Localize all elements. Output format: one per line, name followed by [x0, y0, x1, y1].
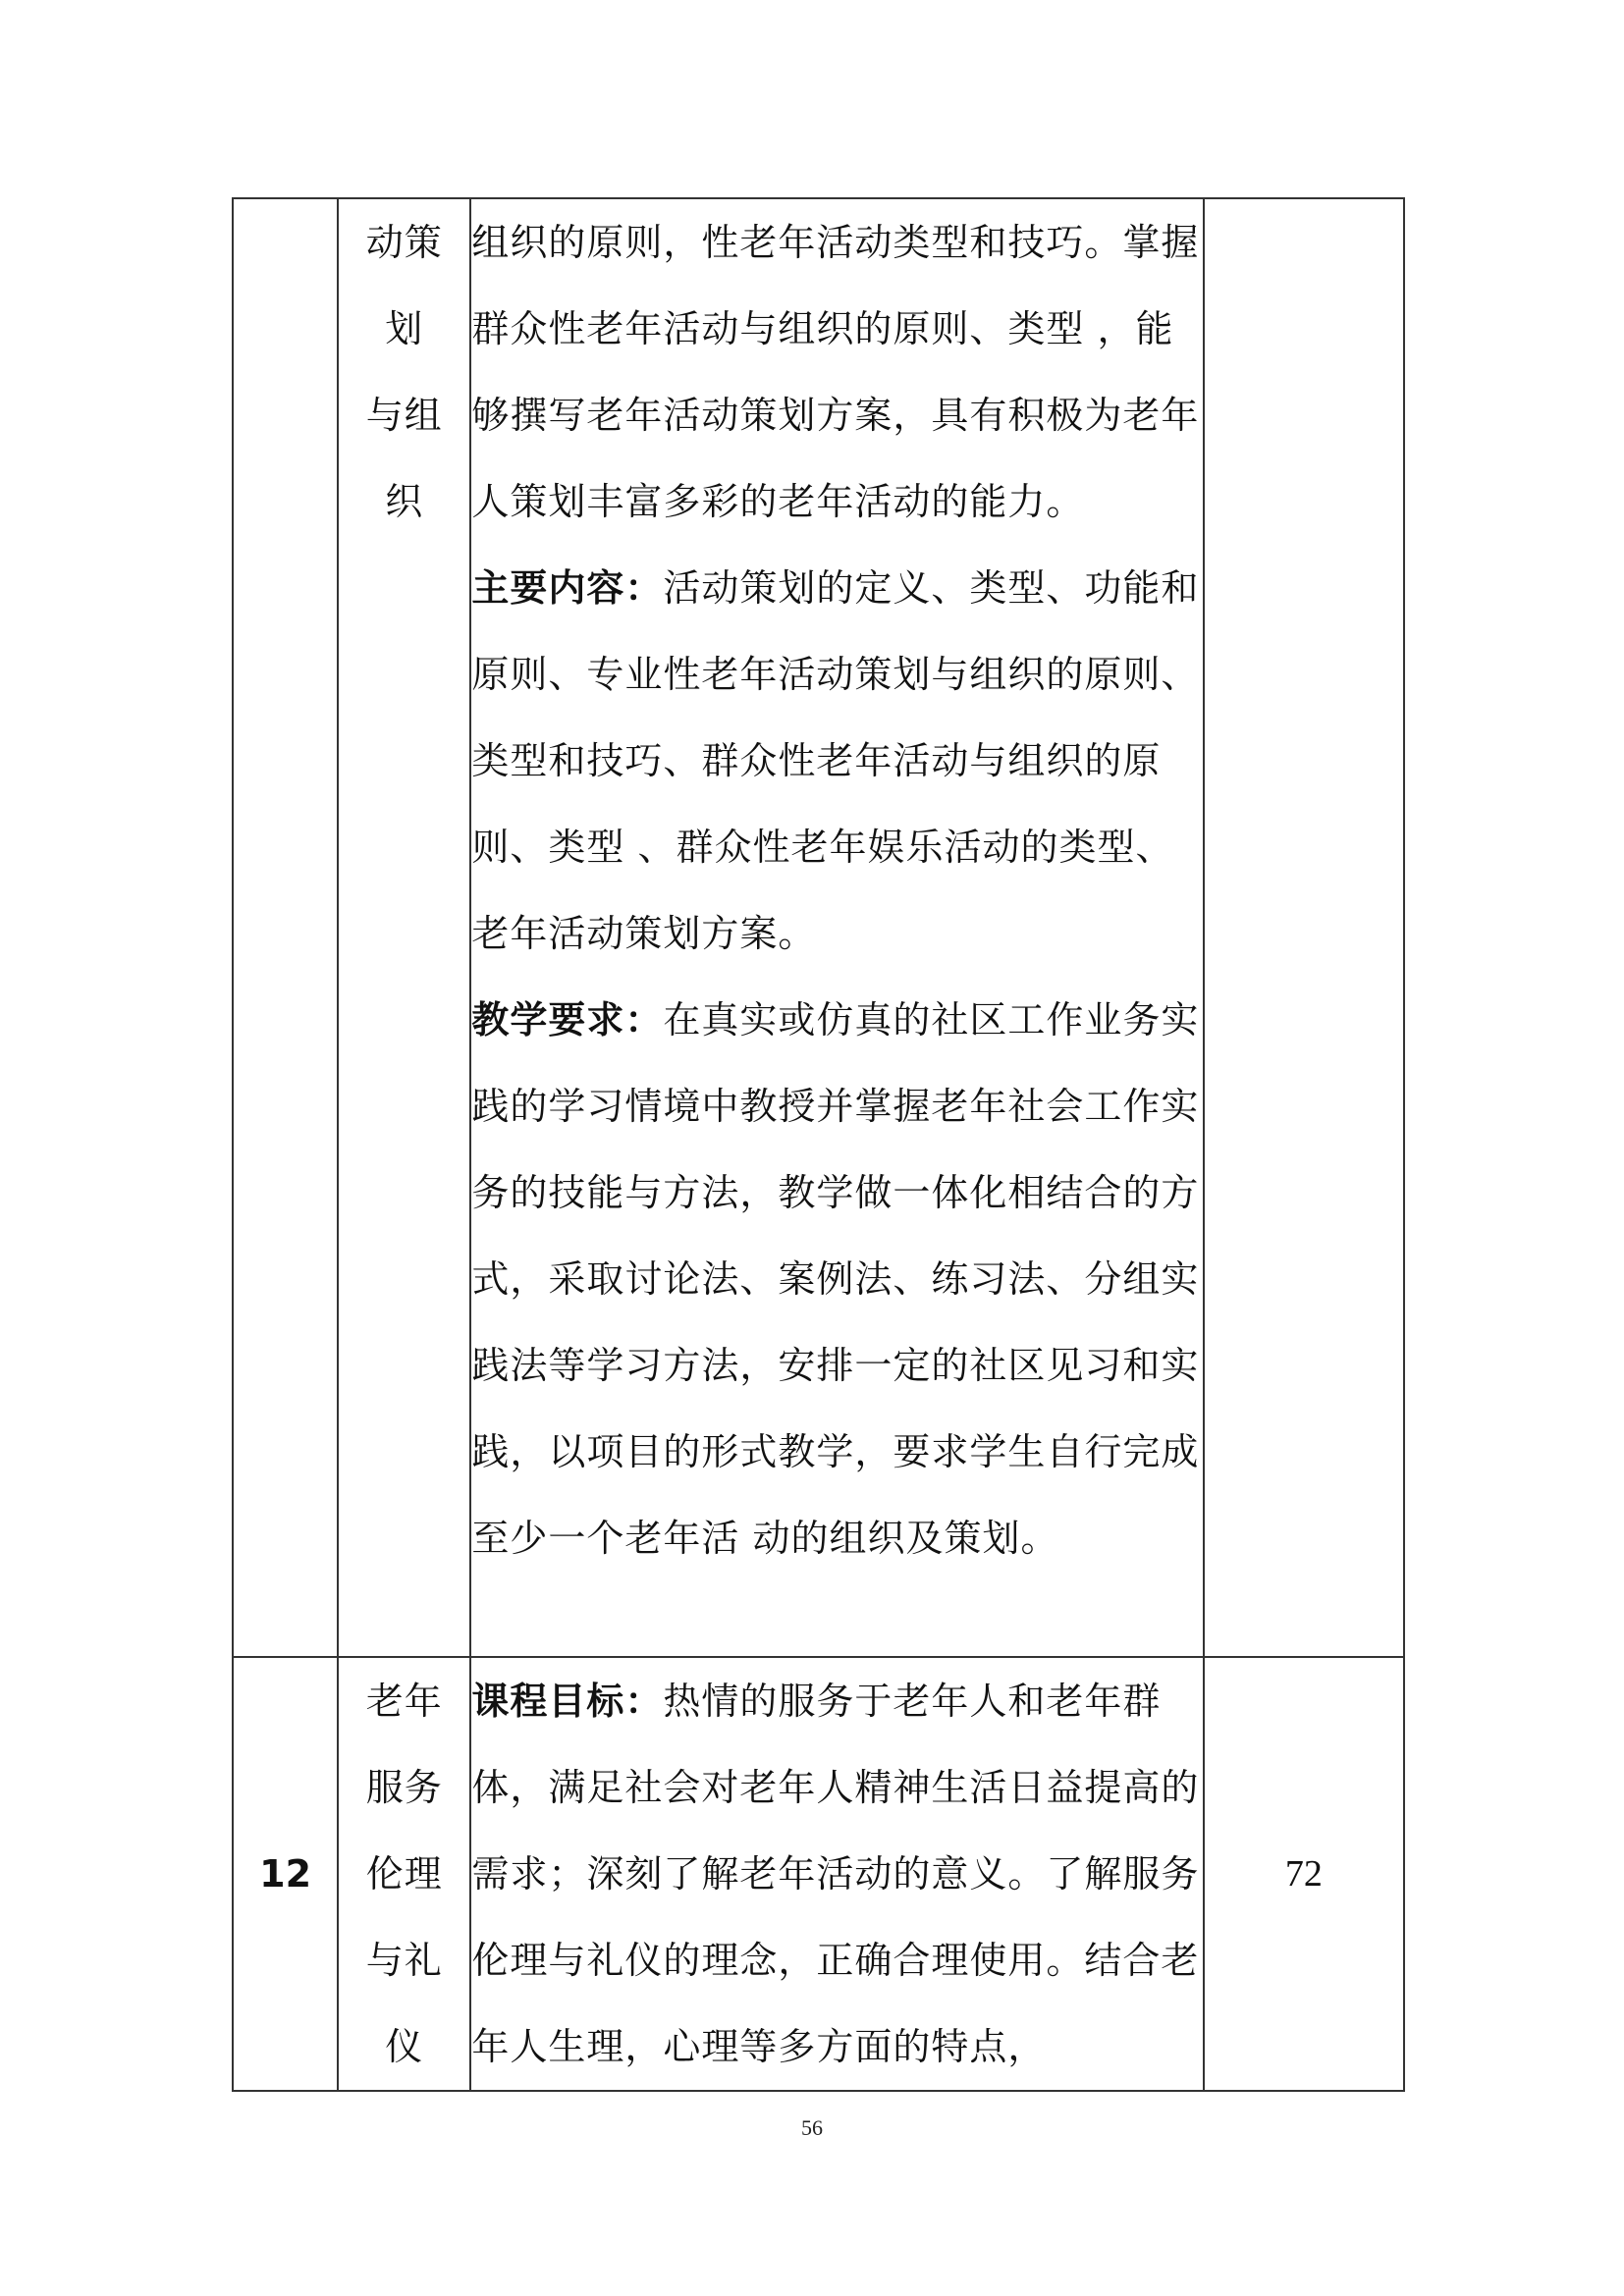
course-number-cell: 12: [233, 1657, 338, 2091]
course-name-line: 老年: [365, 1680, 443, 1723]
paragraph-text: 活动策划的定义、类型、功能和原则、专业性老年活动策划与组织的原则、类型和技巧、群众性老年活动与组织的原则、类型 、群众性老年娱乐活动的类型、老年活动策划方案。: [471, 566, 1200, 955]
table-row: [233, 198, 1404, 1657]
course-name-line: 动策: [365, 221, 443, 264]
course-content-cell: [470, 198, 1203, 1657]
paragraph-text: 组织的原则，性老年活动类型和技巧。掌握群众性老年活动与组织的原则、类型 ，能够撰写老年活动策划方案，具有积极为老年人策划丰富多彩的老年活动的能力。: [471, 221, 1200, 523]
content-paragraph: [471, 1658, 1202, 2090]
course-name-cell: [338, 198, 470, 1657]
course-hours-cell: 72: [1204, 1657, 1404, 2091]
course-name-line: 织: [385, 480, 424, 523]
curriculum-table: [232, 197, 1405, 2092]
page-number: 56: [801, 2115, 823, 2140]
course-name-line: 与礼: [365, 1939, 443, 1982]
course-name-line: 仪: [385, 2025, 424, 2068]
course-content-cell: [470, 1657, 1203, 2091]
paragraph-lead: 主要内容：: [471, 565, 664, 610]
paragraph-text: 热情的服务于老年人和老年群体，满足社会对老年人精神生活日益提高的需求；深刻了解老年活动的意义。了解服务伦理与礼仪的理念，正确合理使用。结合老年人生理，心理等多方面的特点，: [471, 1680, 1200, 2068]
course-name-cell: [338, 1657, 470, 2091]
paragraph-lead: 课程目标：: [471, 1679, 664, 1723]
course-name-line: 伦理: [365, 1852, 443, 1896]
course-number-cell: [233, 198, 338, 1657]
course-name-line: 服务: [365, 1766, 443, 1809]
content-paragraph: [471, 977, 1202, 1581]
course-name-line: 划: [385, 307, 424, 350]
content-paragraph: [471, 199, 1202, 545]
course-hours-cell: [1204, 198, 1404, 1657]
table-row: [233, 1657, 1404, 2091]
content-paragraph: [471, 545, 1202, 977]
paragraph-lead: 教学要求：: [471, 997, 664, 1041]
course-name-line: 与组: [365, 394, 443, 437]
paragraph-text: 在真实或仿真的社区工作业务实践的学习情境中教授并掌握老年社会工作实务的技能与方法，教学做一体化相结合的方式，采取讨论法、案例法、练习法、分组实践法等学习方法，安排一定的社区见习和实践，以项目的形式教学，要求学生自行完成至少一个老年活 动的组织及策划。: [471, 998, 1200, 1560]
